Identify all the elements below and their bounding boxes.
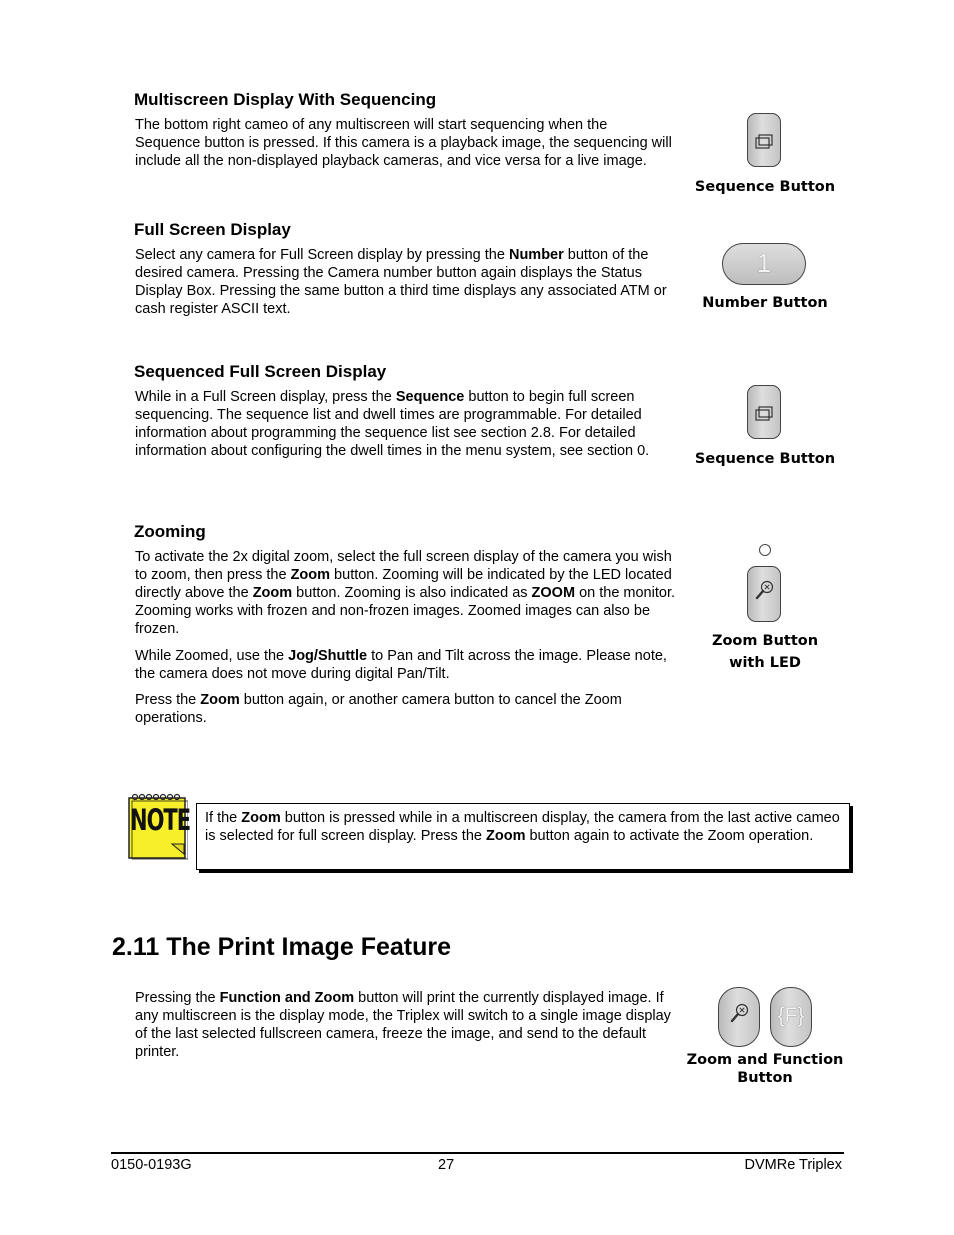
footer-rule	[111, 1152, 844, 1154]
note-text: If the Zoom button is pressed while in a multiscreen display, the camera from the last active cameo is selected for full screen display. Press the Zoom button again to activate the Zoom operation.	[205, 810, 840, 844]
sequence-button-icon-2	[747, 385, 781, 439]
caption-sequence-button-1: Sequence Button	[694, 179, 836, 195]
sequenced-body: While in a Full Screen display, press the Sequence button to begin full screen sequencing. The sequence list and dwell times are programmable. For detailed information about programming the sequence list see section 2.8. For detailed information about configuring the dwell times in the menu system, see section 0.	[135, 389, 650, 459]
footer-doc-number: 0150-0193G	[111, 1157, 192, 1173]
footer-page-number: 27	[438, 1157, 455, 1173]
section-title-fullscreen: Full Screen Display	[134, 220, 291, 239]
function-button-label: {F}	[777, 1004, 805, 1027]
caption-zoom-function	[670, 1051, 860, 1087]
footer-product: DVMRe Triplex	[744, 1157, 842, 1173]
zooming-body-3: Press the Zoom button again, or another camera button to cancel the Zoom operations.	[135, 692, 622, 726]
section-heading-print-image: 2.11 The Print Image Feature	[112, 933, 452, 961]
fullscreen-body: Select any camera for Full Screen display by pressing the Number button of the desired camera. Pressing the Camera number button again displays the Status Display Box. Pressing the same button a third time displays any associated ATM or cash register ASCII text.	[135, 247, 667, 317]
zooming-body-2: While Zoomed, use the Jog/Shuttle to Pan and Tilt across the image. Please note, the camera does not move during digital Pan/Tilt.	[135, 648, 667, 682]
number-button-icon	[722, 243, 806, 285]
note-box	[196, 803, 850, 870]
section-title-multiscreen: Multiscreen Display With Sequencing	[134, 90, 437, 109]
zooming-body-1: To activate the 2x digital zoom, select the full screen display of the camera you wish to zoom, then press the Zoom button. Zooming will be indicated by the LED located directly above the Zoom button. Zooming is also indicated as ZOOM on the monitor. Zooming works with frozen and non-frozen images. Zoomed images can also be frozen.	[135, 549, 675, 637]
note-icon-label: NOTE	[130, 803, 191, 837]
zoom-button-icon-print	[718, 987, 760, 1047]
number-button-label: 1	[756, 248, 772, 278]
caption-zoom-line2: with LED	[729, 655, 801, 671]
caption-zoom-line1: Zoom Button	[711, 633, 819, 649]
note-icon	[128, 792, 191, 860]
section-title-zooming: Zooming	[134, 522, 206, 541]
caption-sequence-button-2: Sequence Button	[694, 451, 836, 467]
caption-zoom-function-line1: Zoom and Function	[686, 1052, 844, 1068]
caption-zoom-button	[670, 630, 860, 674]
multiscreen-body: The bottom right cameo of any multiscreen will start sequencing when the Sequence button is pressed. If this camera is a playback image, the sequencing will include all the non-displayed playback cameras, and vice versa for a live image.	[135, 117, 672, 169]
caption-zoom-function-line2: Button	[737, 1070, 793, 1086]
section-title-sequenced: Sequenced Full Screen Display	[134, 362, 387, 381]
function-button-icon	[770, 987, 812, 1047]
caption-number-button: Number Button	[702, 295, 828, 311]
zoom-button-icon	[747, 566, 781, 622]
sequence-button-icon	[747, 113, 781, 167]
print-feature-body: Pressing the Function and Zoom button will print the currently displayed image. If any multiscreen is the display mode, the Triplex will switch to a single image display of the last selected fullscreen camera, freeze the image, and send to the default printer.	[135, 990, 671, 1060]
zoom-led-icon	[759, 544, 771, 556]
